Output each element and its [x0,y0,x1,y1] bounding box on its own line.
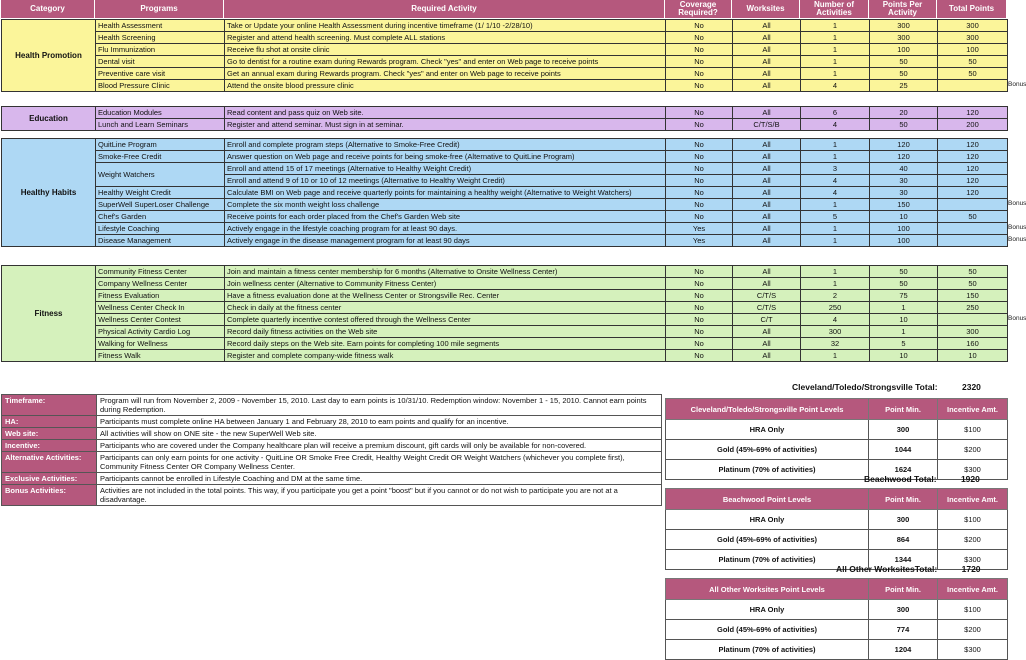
num-cell: 3 [801,163,870,175]
program-row [2,187,1008,199]
total-cell [938,314,1008,326]
activity-cell: Have a fitness evaluation done at the Wellness Center or Strongsville Rec. Center [225,290,666,302]
program-row [2,314,1008,326]
activity-cell: Answer question on Web page and receive points for being smoke-free (Alternative to QuitLine Program) [225,151,666,163]
ppa-cell: 300 [870,32,938,44]
worksites-cell: All [733,44,801,56]
level-name: Gold (45%-69% of activities) [666,530,869,550]
activity-cell: Complete quarterly incentive contest offered through the Wellness Center [225,314,666,326]
activity-cell: Join and maintain a fitness center membership for 6 months (Alternative to Onsite Wellness Center) [225,266,666,278]
col-header-category: Category [1,0,95,18]
total-cell: 200 [938,119,1008,131]
num-cell: 6 [801,107,870,119]
worksites-cell: All [733,350,801,362]
info-text: Participants cannot be enrolled in Lifestyle Coaching and DM at the same time. [97,473,662,485]
coverage-cell: No [666,211,733,223]
info-row [2,473,662,485]
program-cell: Lunch and Learn Seminars [96,119,225,131]
worksites-cell: C/T/S/B [733,119,801,131]
activity-cell: Actively engage in the disease management program for at least 90 days [225,235,666,247]
ppa-cell: 300 [870,20,938,32]
num-cell: 4 [801,119,870,131]
program-row [2,290,1008,302]
num-cell: 1 [801,350,870,362]
info-text: Participants who are covered under the Company healthcare plan will receive a premium discount, gift cards will only be available for non-covered. [97,440,662,452]
cleveland-total-label: Cleveland/Toledo/Strongsville Total: [792,382,938,392]
program-row [2,20,1008,32]
program-row [2,223,1008,235]
activity-cell: Enroll and complete program steps (Alternative to Smoke-Free Credit) [225,139,666,151]
category-label: Fitness [2,266,96,362]
program-cell: Wellness Center Contest [96,314,225,326]
level-name: HRA Only [666,600,869,620]
worksites-cell: All [733,68,801,80]
beachwood-total [864,474,980,484]
level-incentive-amt: $100 [938,510,1008,530]
col-header-required-activity: Required Activity [224,0,665,18]
num-cell: 1 [801,139,870,151]
ppa-cell: 150 [870,199,938,211]
coverage-cell: No [666,20,733,32]
group-table-healthy-habits [1,138,1008,247]
other-worksites-total-value: 1720 [961,564,981,574]
ppa-cell: 50 [870,278,938,290]
num-cell: 1 [801,235,870,247]
info-row [2,452,662,473]
total-cell [938,235,1008,247]
activity-cell: Take or Update your online Health Assessment during incentive timeframe (1/ 1/10 -2/28/10) [225,20,666,32]
program-cell: Fitness Evaluation [96,290,225,302]
ppa-cell: 1 [870,326,938,338]
program-cell: Dental visit [96,56,225,68]
num-cell: 2 [801,290,870,302]
activity-cell: Enroll and attend 15 of 17 meetings (Alternative to Healthy Weight Credit) [225,163,666,175]
info-label: Timeframe: [2,395,97,416]
level-point-min: 1044 [869,440,938,460]
program-row [2,163,1008,175]
coverage-cell: No [666,151,733,163]
num-cell: 4 [801,187,870,199]
program-row [2,32,1008,44]
activity-cell: Enroll and attend 9 of 10 or 10 of 12 meetings (Alternative to Healthy Weight Credit) [225,175,666,187]
level-name: Gold (45%-69% of activities) [666,440,869,460]
num-cell: 1 [801,68,870,80]
total-cell: 50 [938,278,1008,290]
level-title: All Other Worksites Point Levels [666,579,869,600]
num-cell: 4 [801,175,870,187]
worksites-cell: C/T/S [733,302,801,314]
ppa-cell: 50 [870,68,938,80]
coverage-cell: No [666,32,733,44]
program-row [2,266,1008,278]
worksites-cell: All [733,338,801,350]
worksites-cell: All [733,139,801,151]
worksites-cell: All [733,278,801,290]
worksites-cell: All [733,235,801,247]
coverage-cell: No [666,314,733,326]
coverage-cell: Yes [666,223,733,235]
level-name: Platinum (70% of activities) [666,460,869,480]
level-row [666,420,1008,440]
info-text: All activities will show on ONE site - the new SuperWell Web site. [97,428,662,440]
coverage-cell: No [666,278,733,290]
worksites-cell: All [733,56,801,68]
program-cell: Physical Activity Cardio Log [96,326,225,338]
level-incentive-amt: $300 [938,550,1008,570]
category-label: Education [2,107,96,131]
ppa-cell: 10 [870,314,938,326]
ppa-cell: 10 [870,211,938,223]
category-label: Health Promotion [2,20,96,92]
ppa-cell: 75 [870,290,938,302]
program-row [2,211,1008,223]
level-title: Cleveland/Toledo/Strongsville Point Levels [666,399,869,420]
ppa-cell: 50 [870,119,938,131]
program-cell: Smoke-Free Credit [96,151,225,163]
worksites-cell: All [733,211,801,223]
program-cell: Flu Immunization [96,44,225,56]
coverage-cell: No [666,290,733,302]
level-title: Beachwood Point Levels [666,489,869,510]
level-row [666,600,1008,620]
program-row [2,326,1008,338]
program-cell: Preventive care visit [96,68,225,80]
worksites-cell: All [733,20,801,32]
level-point-min: 774 [869,620,938,640]
num-cell: 1 [801,223,870,235]
worksites-cell: All [733,163,801,175]
program-row [2,56,1008,68]
ppa-cell: 40 [870,163,938,175]
level-point-min: 1344 [869,550,938,570]
total-cell [938,199,1008,211]
activity-cell: Read content and pass quiz on Web site. [225,107,666,119]
bonus-label: Bonus [1008,81,1026,88]
other-worksites-total [836,564,981,574]
point-min-header: Point Min. [869,489,938,510]
ppa-cell: 50 [870,56,938,68]
program-cell: Health Assessment [96,20,225,32]
total-cell: 10 [938,350,1008,362]
program-row [2,338,1008,350]
ppa-cell: 25 [870,80,938,92]
coverage-cell: No [666,350,733,362]
cleveland-total [792,382,981,392]
activity-cell: Check in daily at the fitness center [225,302,666,314]
other-worksites-point-levels-table [665,578,1008,660]
level-incentive-amt: $300 [938,460,1008,480]
coverage-cell: No [666,56,733,68]
program-row [2,139,1008,151]
program-cell: Disease Management [96,235,225,247]
program-row [2,44,1008,56]
program-cell: Weight Watchers [96,163,225,187]
activity-cell: Attend the onsite blood pressure clinic [225,80,666,92]
num-cell: 1 [801,44,870,56]
total-cell: 120 [938,163,1008,175]
group-table-fitness [1,265,1008,362]
num-cell: 4 [801,80,870,92]
activity-cell: Register and complete company-wide fitness walk [225,350,666,362]
activity-cell: Complete the six month weight loss challenge [225,199,666,211]
program-row [2,350,1008,362]
num-cell: 1 [801,278,870,290]
ppa-cell: 30 [870,187,938,199]
level-point-min: 300 [869,600,938,620]
activity-cell: Join wellness center (Alternative to Community Fitness Center) [225,278,666,290]
num-cell: 1 [801,56,870,68]
activity-cell: Record daily steps on the Web site. Earn points for completing 100 mile segments [225,338,666,350]
level-name: Platinum (70% of activities) [666,550,869,570]
coverage-cell: No [666,302,733,314]
col-header-worksites: Worksites [732,0,800,18]
coverage-cell: No [666,338,733,350]
info-label: HA: [2,416,97,428]
ppa-cell: 1 [870,302,938,314]
cleveland-point-levels-table [665,398,1008,480]
level-row [666,510,1008,530]
program-row [2,278,1008,290]
activity-cell: Calculate BMI on Web page and receive quarterly points for maintaining a healthy weight (Alternative to Weight Watchers) [225,187,666,199]
worksites-cell: All [733,266,801,278]
coverage-cell: No [666,163,733,175]
total-cell: 50 [938,68,1008,80]
level-incentive-amt: $300 [938,640,1008,660]
program-cell: Community Fitness Center [96,266,225,278]
coverage-cell: No [666,80,733,92]
incentive-amt-header: Incentive Amt. [938,399,1008,420]
program-row [2,80,1008,92]
num-cell: 1 [801,20,870,32]
other-worksites-total-label: All Other WorksitesTotal: [836,564,938,574]
col-header-programs: Programs [95,0,224,18]
info-text: Participants must complete online HA between January 1 and February 28, 2010 to earn points and qualify for an incentive. [97,416,662,428]
worksites-cell: All [733,32,801,44]
ppa-cell: 30 [870,175,938,187]
worksites-cell: All [733,223,801,235]
program-row [2,107,1008,119]
total-cell: 50 [938,211,1008,223]
info-row [2,395,662,416]
worksites-cell: All [733,199,801,211]
level-point-min: 300 [869,510,938,530]
info-label: Bonus Activities: [2,485,97,506]
total-cell: 120 [938,187,1008,199]
activity-cell: Record daily fitness activities on the Web site [225,326,666,338]
beachwood-total-value: 1920 [960,474,980,484]
bonus-label: Bonus [1008,224,1026,231]
num-cell: 4 [801,314,870,326]
program-cell: Walking for Wellness [96,338,225,350]
point-min-header: Point Min. [869,399,938,420]
num-cell: 32 [801,338,870,350]
total-cell: 250 [938,302,1008,314]
ppa-cell: 20 [870,107,938,119]
activity-cell: Actively engage in the lifestyle coaching program for at least 90 days. [225,223,666,235]
activity-cell: Register and attend seminar. Must sign in at seminar. [225,119,666,131]
ppa-cell: 50 [870,266,938,278]
info-text: Activities are not included in the total points. This way, if you participate you get a point "boost" but if you cannot or do not wish to participate you are not at a disadvantage. [97,485,662,506]
info-label: Incentive: [2,440,97,452]
info-row [2,416,662,428]
program-cell: Chef's Garden [96,211,225,223]
ppa-cell: 100 [870,223,938,235]
num-cell: 1 [801,32,870,44]
ppa-cell: 5 [870,338,938,350]
beachwood-point-levels-table [665,488,1008,570]
total-cell [938,223,1008,235]
level-incentive-amt: $100 [938,600,1008,620]
total-cell: 120 [938,107,1008,119]
num-cell: 1 [801,151,870,163]
level-row [666,440,1008,460]
info-text: Participants can only earn points for one activity - QuitLine OR Smoke Free Credit, Healthy Weight Credit OR Weight Watchers (whichever you complete first), Community Fitness Center OR Company Wellness Center. [97,452,662,473]
total-cell [938,80,1008,92]
level-incentive-amt: $100 [938,420,1008,440]
worksites-cell: C/T [733,314,801,326]
num-cell: 1 [801,199,870,211]
total-cell: 120 [938,139,1008,151]
ppa-cell: 100 [870,44,938,56]
incentive-amt-header: Incentive Amt. [938,579,1008,600]
total-cell: 300 [938,20,1008,32]
program-cell: Blood Pressure Clinic [96,80,225,92]
coverage-cell: No [666,326,733,338]
level-name: HRA Only [666,420,869,440]
ppa-cell: 120 [870,139,938,151]
worksites-cell: All [733,175,801,187]
coverage-cell: Yes [666,235,733,247]
bonus-label: Bonus [1008,236,1026,243]
level-point-min: 1624 [869,460,938,480]
level-incentive-amt: $200 [938,440,1008,460]
level-row [666,530,1008,550]
col-header-points-per-activity: Points Per Activity [869,0,937,18]
program-cell: SuperWell SuperLoser Challenge [96,199,225,211]
total-cell: 120 [938,175,1008,187]
program-row [2,119,1008,131]
level-point-min: 1204 [869,640,938,660]
total-cell: 160 [938,338,1008,350]
bonus-label: Bonus [1008,315,1026,322]
cleveland-total-value: 2320 [962,382,981,392]
level-name: Platinum (70% of activities) [666,640,869,660]
program-cell: Wellness Center Check In [96,302,225,314]
coverage-cell: No [666,139,733,151]
worksites-cell: C/T/S [733,290,801,302]
worksites-cell: All [733,326,801,338]
activity-cell: Receive points for each order placed from the Chef's Garden Web site [225,211,666,223]
program-cell: Health Screening [96,32,225,44]
coverage-cell: No [666,44,733,56]
point-min-header: Point Min. [869,579,938,600]
program-info-table [1,394,662,506]
coverage-cell: No [666,68,733,80]
bonus-label: Bonus [1008,200,1026,207]
num-cell: 250 [801,302,870,314]
worksites-cell: All [733,151,801,163]
level-name: HRA Only [666,510,869,530]
total-cell: 100 [938,44,1008,56]
ppa-cell: 10 [870,350,938,362]
col-header-total-points: Total Points [937,0,1007,18]
worksites-cell: All [733,107,801,119]
level-incentive-amt: $200 [938,620,1008,640]
activity-cell: Receive flu shot at onsite clinic [225,44,666,56]
info-label: Web site: [2,428,97,440]
coverage-cell: No [666,187,733,199]
program-row [2,302,1008,314]
coverage-cell: No [666,199,733,211]
category-label: Healthy Habits [2,139,96,247]
program-row [2,151,1008,163]
ppa-cell: 120 [870,151,938,163]
level-row [666,640,1008,660]
info-text: Program will run from November 2, 2009 - November 15, 2010. Last day to earn points is 10/31/10. Redemption window: November 1 - 15, 2010. Cannot earn points during Redemption. [97,395,662,416]
worksites-cell: All [733,80,801,92]
total-cell: 50 [938,56,1008,68]
total-cell: 300 [938,326,1008,338]
level-point-min: 864 [869,530,938,550]
level-point-min: 300 [869,420,938,440]
level-row [666,620,1008,640]
program-row [2,68,1008,80]
program-cell: Lifestyle Coaching [96,223,225,235]
group-table-health-promotion [1,19,1008,92]
total-cell: 50 [938,266,1008,278]
num-cell: 300 [801,326,870,338]
level-incentive-amt: $200 [938,530,1008,550]
col-header-number-of-activities: Number of Activities [800,0,869,18]
col-header-coverage-required: Coverage Required? [665,0,732,18]
total-cell: 300 [938,32,1008,44]
info-row [2,440,662,452]
total-cell: 120 [938,151,1008,163]
info-row [2,428,662,440]
coverage-cell: No [666,107,733,119]
num-cell: 1 [801,266,870,278]
incentive-amt-header: Incentive Amt. [938,489,1008,510]
info-label: Alternative Activities: [2,452,97,473]
program-cell: Fitness Walk [96,350,225,362]
program-cell: Company Wellness Center [96,278,225,290]
coverage-cell: No [666,119,733,131]
num-cell: 5 [801,211,870,223]
program-row [2,199,1008,211]
coverage-cell: No [666,175,733,187]
program-cell: Education Modules [96,107,225,119]
activity-cell: Go to dentist for a routine exam during Rewards program. Check "yes" and enter on Web page to receive points [225,56,666,68]
info-label: Exclusive Activities: [2,473,97,485]
activity-cell: Register and attend health screening. Must complete ALL stations [225,32,666,44]
ppa-cell: 100 [870,235,938,247]
program-row [2,235,1008,247]
group-table-education [1,106,1008,131]
coverage-cell: No [666,266,733,278]
worksites-cell: All [733,187,801,199]
program-cell: QuitLine Program [96,139,225,151]
total-cell: 150 [938,290,1008,302]
activity-cell: Get an annual exam during Rewards program. Check "yes" and enter on Web page to receive points [225,68,666,80]
program-cell: Healthy Weight Credit [96,187,225,199]
beachwood-total-label: Beachwood Total: [864,474,937,484]
info-row [2,485,662,506]
level-name: Gold (45%-69% of activities) [666,620,869,640]
